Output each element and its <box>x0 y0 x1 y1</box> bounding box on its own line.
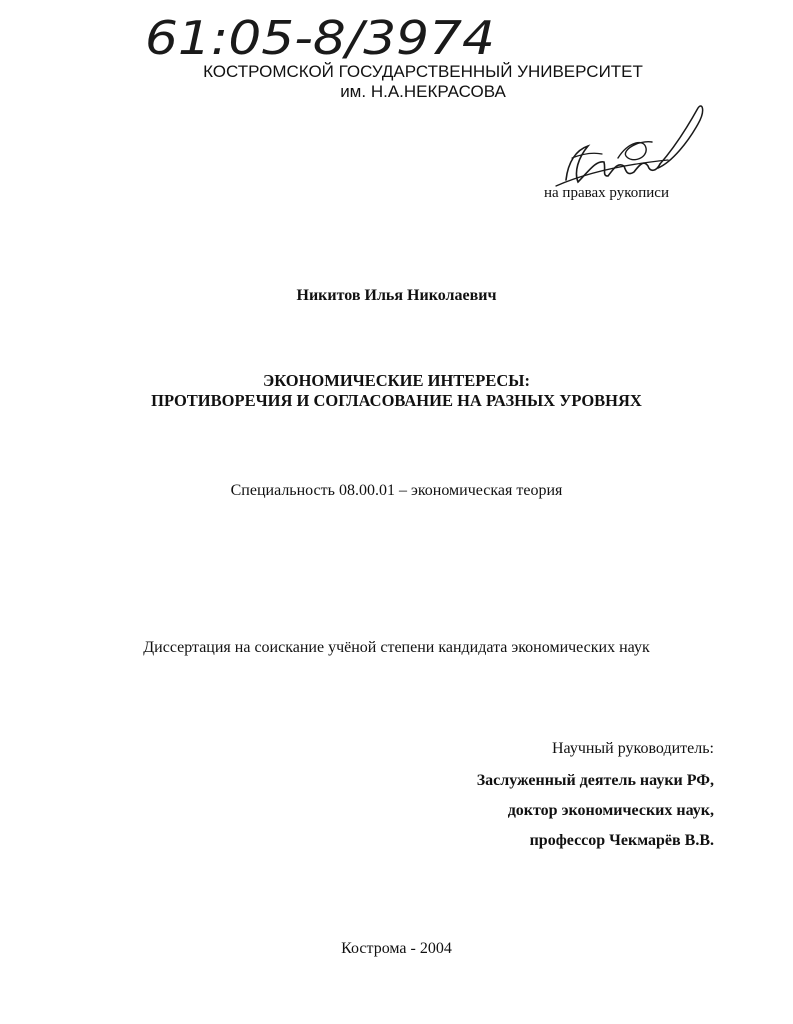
supervisor-label: Научный руководитель: <box>551 740 714 757</box>
signature-icon <box>548 102 708 197</box>
archive-code-text: 61:05-8/3974 <box>145 11 495 65</box>
university-line-1: КОСТРОМСКОЙ ГОСУДАРСТВЕННЫЙ УНИВЕРСИТЕТ <box>203 62 643 81</box>
author-name: Никитов Илья Николаевич <box>296 287 497 304</box>
university-name <box>178 62 668 102</box>
university-line-2: им. Н.А.НЕКРАСОВА <box>340 82 506 101</box>
title-line-1: ЭКОНОМИЧЕСКИЕ ИНТЕРЕСЫ: <box>263 371 530 390</box>
title-line-2: ПРОТИВОРЕЧИЯ И СОГЛАСОВАНИЕ НА РАЗНЫХ УРОВНЯХ <box>151 391 642 410</box>
supervisor-degree: доктор экономических наук, <box>507 802 714 819</box>
city-year: Кострома - 2004 <box>341 940 452 957</box>
dissertation-title <box>0 371 793 411</box>
supervisor-name: профессор Чекмарёв В.В. <box>529 832 714 849</box>
specialty-line: Специальность 08.00.01 – экономическая теория <box>230 482 563 499</box>
supervisor-title: Заслуженный деятель науки РФ, <box>476 772 714 789</box>
dissertation-degree-line: Диссертация на соискание учёной степени кандидата экономических наук <box>143 639 650 656</box>
manuscript-note: на правах рукописи <box>544 185 669 201</box>
handwritten-archive-code <box>145 4 505 66</box>
